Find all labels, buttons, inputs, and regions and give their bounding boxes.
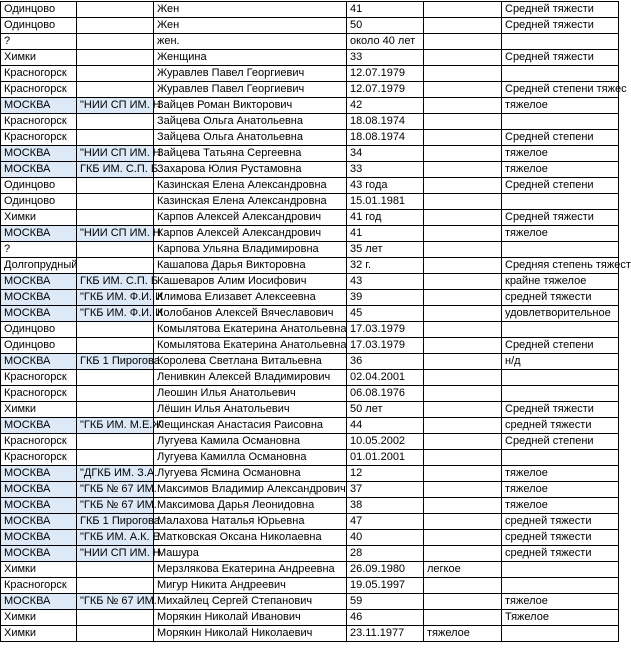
name-cell[interactable]: Лугуева Камила Османовна xyxy=(154,434,347,450)
condition-cell[interactable] xyxy=(424,370,502,386)
city-cell[interactable]: Химки xyxy=(1,210,77,226)
hospital-cell[interactable] xyxy=(77,18,154,34)
age-or-dob-cell[interactable]: 41 xyxy=(347,2,424,18)
name-cell[interactable]: Захарова Юлия Рустамовна xyxy=(154,162,347,178)
hospital-cell[interactable] xyxy=(77,450,154,466)
city-cell[interactable]: МОСКВА xyxy=(1,546,77,562)
name-cell[interactable]: Комылятова Екатерина Анатольевна xyxy=(154,322,347,338)
city-cell[interactable]: Одинцово xyxy=(1,338,77,354)
condition-cell[interactable] xyxy=(424,2,502,18)
age-or-dob-cell[interactable]: 39 xyxy=(347,290,424,306)
hospital-cell[interactable] xyxy=(77,370,154,386)
age-or-dob-cell[interactable]: 26.09.1980 xyxy=(347,562,424,578)
name-cell[interactable]: Кашапова Дарья Викторовна xyxy=(154,258,347,274)
table-row xyxy=(1,610,619,626)
age-or-dob-cell[interactable]: 43 xyxy=(347,274,424,290)
severity-cell[interactable]: Средней тяжести xyxy=(502,50,619,66)
hospital-cell[interactable] xyxy=(77,386,154,402)
age-or-dob-cell[interactable]: 15.01.1981 xyxy=(347,194,424,210)
hospital-cell[interactable]: "НИИ СП ИМ. Н xyxy=(77,146,154,162)
name-cell[interactable]: Журавлев Павел Георгиевич xyxy=(154,66,347,82)
hospital-cell[interactable] xyxy=(77,82,154,98)
severity-cell[interactable] xyxy=(502,194,619,210)
city-cell[interactable]: Химки xyxy=(1,562,77,578)
city-cell[interactable]: Красногорск xyxy=(1,370,77,386)
age-or-dob-cell[interactable]: 17.03.1979 xyxy=(347,338,424,354)
city-cell[interactable]: Одинцово xyxy=(1,194,77,210)
severity-cell[interactable]: средней тяжести xyxy=(502,530,619,546)
name-cell[interactable]: Кашеваров Алим Иосифович xyxy=(154,274,347,290)
condition-cell[interactable] xyxy=(424,386,502,402)
severity-cell[interactable] xyxy=(502,626,619,642)
table-row xyxy=(1,434,619,450)
age-or-dob-cell[interactable]: 33 xyxy=(347,50,424,66)
table-row xyxy=(1,2,619,18)
name-cell[interactable]: Зайцева Ольга Анатольевна xyxy=(154,114,347,130)
city-cell[interactable]: МОСКВА xyxy=(1,274,77,290)
table-row xyxy=(1,498,619,514)
severity-cell[interactable]: Средней степени xyxy=(502,130,619,146)
age-or-dob-cell[interactable]: 45 xyxy=(347,306,424,322)
condition-cell[interactable] xyxy=(424,402,502,418)
condition-cell[interactable] xyxy=(424,450,502,466)
condition-cell[interactable] xyxy=(424,82,502,98)
age-or-dob-cell[interactable]: 18.08.1974 xyxy=(347,130,424,146)
name-cell[interactable]: Зайцева Ольга Анатольевна xyxy=(154,130,347,146)
city-cell[interactable]: МОСКВА xyxy=(1,162,77,178)
name-cell[interactable]: Ленивкин Алексей Владимирович xyxy=(154,370,347,386)
severity-cell[interactable]: Средней тяжести xyxy=(502,210,619,226)
age-or-dob-cell[interactable]: 50 xyxy=(347,18,424,34)
severity-cell[interactable]: Средней степени тяжес xyxy=(502,82,619,98)
name-cell[interactable]: Морякин Николай Николаевич xyxy=(154,626,347,642)
severity-cell[interactable]: средней тяжести xyxy=(502,546,619,562)
condition-cell[interactable]: тяжелое xyxy=(424,626,502,642)
condition-cell[interactable] xyxy=(424,594,502,610)
name-cell[interactable]: Мигур Никита Андреевич xyxy=(154,578,347,594)
city-cell[interactable]: Химки xyxy=(1,50,77,66)
hospital-cell[interactable]: ГКБ ИМ. С.П. Б xyxy=(77,162,154,178)
table-row xyxy=(1,626,619,642)
severity-cell[interactable] xyxy=(502,242,619,258)
hospital-cell[interactable] xyxy=(77,562,154,578)
severity-cell[interactable]: тяжелое xyxy=(502,466,619,482)
name-cell[interactable]: Казинская Елена Александровна xyxy=(154,178,347,194)
severity-cell[interactable]: Средняя степень тяжест xyxy=(502,258,619,274)
age-or-dob-cell[interactable]: 32 г. xyxy=(347,258,424,274)
hospital-cell[interactable] xyxy=(77,610,154,626)
table-row xyxy=(1,34,619,50)
table-row xyxy=(1,242,619,258)
age-or-dob-cell[interactable]: 37 xyxy=(347,482,424,498)
severity-cell[interactable] xyxy=(502,66,619,82)
severity-cell[interactable] xyxy=(502,562,619,578)
condition-cell[interactable] xyxy=(424,66,502,82)
age-or-dob-cell[interactable]: 41 xyxy=(347,226,424,242)
condition-cell[interactable] xyxy=(424,578,502,594)
severity-cell[interactable] xyxy=(502,578,619,594)
severity-cell[interactable]: Средней тяжести xyxy=(502,18,619,34)
hospital-cell[interactable]: "ГКБ ИМ. А.К. Е xyxy=(77,530,154,546)
table-row xyxy=(1,418,619,434)
age-or-dob-cell[interactable]: 47 xyxy=(347,514,424,530)
name-cell[interactable]: Лещинская Анастасия Раисовна xyxy=(154,418,347,434)
condition-cell[interactable] xyxy=(424,50,502,66)
city-cell[interactable]: Красногорск xyxy=(1,578,77,594)
city-cell[interactable]: Красногорск xyxy=(1,386,77,402)
table-row xyxy=(1,386,619,402)
condition-cell[interactable] xyxy=(424,274,502,290)
hospital-cell[interactable] xyxy=(77,338,154,354)
condition-cell[interactable] xyxy=(424,162,502,178)
age-or-dob-cell[interactable]: 44 xyxy=(347,418,424,434)
city-cell[interactable]: ? xyxy=(1,242,77,258)
age-or-dob-cell[interactable]: 59 xyxy=(347,594,424,610)
hospital-cell[interactable]: "ДГКБ ИМ. З.А. xyxy=(77,466,154,482)
condition-cell[interactable] xyxy=(424,18,502,34)
name-cell[interactable]: Карпова Ульяна Владимировна xyxy=(154,242,347,258)
name-cell[interactable]: Колобанов Алексей Вячеславович xyxy=(154,306,347,322)
condition-cell[interactable] xyxy=(424,338,502,354)
city-cell[interactable]: Красногорск xyxy=(1,82,77,98)
table-row xyxy=(1,466,619,482)
city-cell[interactable]: Химки xyxy=(1,610,77,626)
city-cell[interactable]: МОСКВА xyxy=(1,226,77,242)
city-cell[interactable]: МОСКВА xyxy=(1,514,77,530)
age-or-dob-cell[interactable]: около 40 лет xyxy=(347,34,424,50)
hospital-cell[interactable] xyxy=(77,242,154,258)
table-row xyxy=(1,194,619,210)
condition-cell[interactable] xyxy=(424,226,502,242)
severity-cell[interactable]: тяжелое xyxy=(502,482,619,498)
condition-cell[interactable] xyxy=(424,354,502,370)
severity-cell[interactable] xyxy=(502,114,619,130)
severity-cell[interactable]: тяжелое xyxy=(502,146,619,162)
city-cell[interactable]: Химки xyxy=(1,402,77,418)
city-cell[interactable]: Химки xyxy=(1,626,77,642)
hospital-cell[interactable]: "НИИ СП ИМ. Н xyxy=(77,226,154,242)
age-or-dob-cell[interactable]: 12 xyxy=(347,466,424,482)
condition-cell[interactable] xyxy=(424,322,502,338)
name-cell[interactable]: Женщина xyxy=(154,50,347,66)
table-row xyxy=(1,50,619,66)
city-cell[interactable]: Красногорск xyxy=(1,130,77,146)
hospital-cell[interactable]: "ГКБ ИМ. Ф.И. И xyxy=(77,306,154,322)
name-cell[interactable]: Жен xyxy=(154,2,347,18)
name-cell[interactable]: Жен xyxy=(154,18,347,34)
condition-cell[interactable] xyxy=(424,530,502,546)
severity-cell[interactable] xyxy=(502,386,619,402)
severity-cell[interactable]: средней тяжести xyxy=(502,514,619,530)
severity-cell[interactable] xyxy=(502,322,619,338)
table-row xyxy=(1,338,619,354)
age-or-dob-cell[interactable]: 40 xyxy=(347,530,424,546)
city-cell[interactable]: МОСКВА xyxy=(1,306,77,322)
name-cell[interactable]: Карпов Алексей Александрович xyxy=(154,210,347,226)
city-cell[interactable]: Долгопрудный xyxy=(1,258,77,274)
age-or-dob-cell[interactable]: 42 xyxy=(347,98,424,114)
table-row xyxy=(1,274,619,290)
name-cell[interactable]: Мерзлякова Екатерина Андреевна xyxy=(154,562,347,578)
hospital-cell[interactable]: ГКБ 1 Пирогова xyxy=(77,514,154,530)
city-cell[interactable]: МОСКВА xyxy=(1,98,77,114)
age-or-dob-cell[interactable]: 10.05.2002 xyxy=(347,434,424,450)
table-row xyxy=(1,18,619,34)
table-row xyxy=(1,306,619,322)
name-cell[interactable]: Комылятова Екатерина Анатольевна xyxy=(154,338,347,354)
city-cell[interactable]: Красногорск xyxy=(1,114,77,130)
hospital-cell[interactable] xyxy=(77,114,154,130)
hospital-cell[interactable]: ГКБ 1 Пирогова xyxy=(77,354,154,370)
severity-cell[interactable]: удовлетворительное xyxy=(502,306,619,322)
hospital-cell[interactable] xyxy=(77,194,154,210)
city-cell[interactable]: Одинцово xyxy=(1,178,77,194)
condition-cell[interactable] xyxy=(424,514,502,530)
severity-cell[interactable]: Средней тяжести xyxy=(502,2,619,18)
table-row xyxy=(1,562,619,578)
table-row xyxy=(1,98,619,114)
city-cell[interactable]: МОСКВА xyxy=(1,530,77,546)
table-row xyxy=(1,402,619,418)
city-cell[interactable]: МОСКВА xyxy=(1,418,77,434)
hospital-cell[interactable]: "ГКБ № 67 ИМ. xyxy=(77,594,154,610)
hospital-cell[interactable] xyxy=(77,578,154,594)
hospital-cell[interactable] xyxy=(77,2,154,18)
city-cell[interactable]: МОСКВА xyxy=(1,498,77,514)
condition-cell[interactable] xyxy=(424,178,502,194)
city-cell[interactable]: Одинцово xyxy=(1,2,77,18)
city-cell[interactable]: МОСКВА xyxy=(1,482,77,498)
condition-cell[interactable] xyxy=(424,290,502,306)
city-cell[interactable]: МОСКВА xyxy=(1,146,77,162)
table-row xyxy=(1,210,619,226)
hospital-cell[interactable] xyxy=(77,626,154,642)
table-row xyxy=(1,530,619,546)
table-row xyxy=(1,546,619,562)
severity-cell[interactable]: Средней степени xyxy=(502,434,619,450)
age-or-dob-cell[interactable]: 12.07.1979 xyxy=(347,82,424,98)
condition-cell[interactable] xyxy=(424,434,502,450)
severity-cell[interactable]: тяжелое xyxy=(502,162,619,178)
table-row xyxy=(1,370,619,386)
severity-cell[interactable]: средней тяжести xyxy=(502,290,619,306)
hospital-cell[interactable]: "ГКБ ИМ. М.Е.Ж xyxy=(77,418,154,434)
condition-cell[interactable] xyxy=(424,98,502,114)
age-or-dob-cell[interactable]: 43 года xyxy=(347,178,424,194)
table-row xyxy=(1,162,619,178)
age-or-dob-cell[interactable]: 34 xyxy=(347,146,424,162)
severity-cell[interactable]: тяжелое xyxy=(502,498,619,514)
age-or-dob-cell[interactable]: 18.08.1974 xyxy=(347,114,424,130)
age-or-dob-cell[interactable]: 23.11.1977 xyxy=(347,626,424,642)
table-body xyxy=(1,2,631,642)
age-or-dob-cell[interactable]: 28 xyxy=(347,546,424,562)
severity-cell[interactable]: Средней степени xyxy=(502,338,619,354)
hospital-cell[interactable] xyxy=(77,258,154,274)
condition-cell[interactable] xyxy=(424,194,502,210)
age-or-dob-cell[interactable]: 38 xyxy=(347,498,424,514)
age-or-dob-cell[interactable]: 46 xyxy=(347,610,424,626)
table-row xyxy=(1,322,619,338)
name-cell[interactable]: Максимова Дарья Леонидовна xyxy=(154,498,347,514)
table-row xyxy=(1,482,619,498)
name-cell[interactable]: Максимов Владимир Александрович xyxy=(154,482,347,498)
severity-cell[interactable]: тяжелое xyxy=(502,226,619,242)
name-cell[interactable]: Лёшин Илья Анатольевич xyxy=(154,402,347,418)
name-cell[interactable]: Лугуева Ясмина Османовна xyxy=(154,466,347,482)
name-cell[interactable]: Машура xyxy=(154,546,347,562)
age-or-dob-cell[interactable]: 02.04.2001 xyxy=(347,370,424,386)
condition-cell[interactable] xyxy=(424,114,502,130)
condition-cell[interactable] xyxy=(424,418,502,434)
condition-cell[interactable] xyxy=(424,610,502,626)
severity-cell[interactable]: Тяжелое xyxy=(502,610,619,626)
severity-cell[interactable]: Средней степени xyxy=(502,178,619,194)
name-cell[interactable]: Карпов Алексей Александрович xyxy=(154,226,347,242)
hospital-cell[interactable]: "ГКБ № 67 ИМ. xyxy=(77,482,154,498)
city-cell[interactable]: ? xyxy=(1,34,77,50)
table-row xyxy=(1,258,619,274)
table-row xyxy=(1,514,619,530)
age-or-dob-cell[interactable]: 06.08.1976 xyxy=(347,386,424,402)
condition-cell[interactable] xyxy=(424,130,502,146)
hospital-cell[interactable]: "НИИ СП ИМ. Н xyxy=(77,98,154,114)
hospital-cell[interactable] xyxy=(77,130,154,146)
age-or-dob-cell[interactable]: 35 лет xyxy=(347,242,424,258)
severity-cell[interactable]: тяжелое xyxy=(502,594,619,610)
condition-cell[interactable] xyxy=(424,242,502,258)
city-cell[interactable]: Красногорск xyxy=(1,450,77,466)
condition-cell[interactable] xyxy=(424,498,502,514)
severity-cell[interactable]: средней тяжести xyxy=(502,418,619,434)
condition-cell[interactable] xyxy=(424,306,502,322)
hospital-cell[interactable]: ГКБ ИМ. С.П. Б xyxy=(77,274,154,290)
severity-cell[interactable]: н/д xyxy=(502,354,619,370)
hospital-cell[interactable] xyxy=(77,66,154,82)
table-row xyxy=(1,594,619,610)
table-row xyxy=(1,226,619,242)
hospital-cell[interactable] xyxy=(77,322,154,338)
table-row xyxy=(1,66,619,82)
hospital-cell[interactable]: "НИИ СП ИМ. Н xyxy=(77,546,154,562)
name-cell[interactable]: Михайлец Сергей Степанович xyxy=(154,594,347,610)
severity-cell[interactable]: Средней тяжести xyxy=(502,402,619,418)
city-cell[interactable]: Одинцово xyxy=(1,18,77,34)
condition-cell[interactable] xyxy=(424,258,502,274)
city-cell[interactable]: МОСКВА xyxy=(1,290,77,306)
condition-cell[interactable] xyxy=(424,210,502,226)
table-row xyxy=(1,290,619,306)
hospital-cell[interactable]: "ГКБ ИМ. Ф.И. И xyxy=(77,290,154,306)
severity-cell[interactable]: тяжелое xyxy=(502,98,619,114)
name-cell[interactable]: Королева Светлана Витальевна xyxy=(154,354,347,370)
age-or-dob-cell[interactable]: 12.07.1979 xyxy=(347,66,424,82)
city-cell[interactable]: МОСКВА xyxy=(1,354,77,370)
hospital-cell[interactable]: "ГКБ № 67 ИМ. xyxy=(77,498,154,514)
condition-cell[interactable] xyxy=(424,34,502,50)
city-cell[interactable]: Одинцово xyxy=(1,322,77,338)
condition-cell[interactable] xyxy=(424,482,502,498)
age-or-dob-cell[interactable]: 33 xyxy=(347,162,424,178)
hospital-cell[interactable] xyxy=(77,178,154,194)
table-row xyxy=(1,82,619,98)
patients-table xyxy=(0,1,631,642)
age-or-dob-cell[interactable]: 19.05.1997 xyxy=(347,578,424,594)
table-row xyxy=(1,114,619,130)
age-or-dob-cell[interactable]: 41 год xyxy=(347,210,424,226)
age-or-dob-cell[interactable]: 36 xyxy=(347,354,424,370)
name-cell[interactable]: Зайцев Роман Викторович xyxy=(154,98,347,114)
table-row xyxy=(1,578,619,594)
name-cell[interactable]: Леошин Илья Анатольевич xyxy=(154,386,347,402)
name-cell[interactable]: Зайцева Татьяна Сергеевна xyxy=(154,146,347,162)
severity-cell[interactable] xyxy=(502,34,619,50)
table-row xyxy=(1,146,619,162)
condition-cell[interactable] xyxy=(424,546,502,562)
table-row xyxy=(1,130,619,146)
table-row xyxy=(1,178,619,194)
hospital-cell[interactable] xyxy=(77,210,154,226)
city-cell[interactable]: МОСКВА xyxy=(1,466,77,482)
name-cell[interactable]: Климова Елизавет Алексеевна xyxy=(154,290,347,306)
hospital-cell[interactable] xyxy=(77,34,154,50)
name-cell[interactable]: Журавлев Павел Георгиевич xyxy=(154,82,347,98)
condition-cell[interactable] xyxy=(424,146,502,162)
city-cell[interactable]: МОСКВА xyxy=(1,594,77,610)
city-cell[interactable]: Красногорск xyxy=(1,434,77,450)
table-row xyxy=(1,354,619,370)
severity-cell[interactable] xyxy=(502,450,619,466)
name-cell[interactable]: Казинская Елена Александровна xyxy=(154,194,347,210)
name-cell[interactable]: Малахова Наталья Юрьевна xyxy=(154,514,347,530)
table-row xyxy=(1,450,619,466)
city-cell[interactable]: Красногорск xyxy=(1,66,77,82)
name-cell[interactable]: Морякин Николай Иванович xyxy=(154,610,347,626)
age-or-dob-cell[interactable]: 01.01.2001 xyxy=(347,450,424,466)
hospital-cell[interactable] xyxy=(77,434,154,450)
severity-cell[interactable]: крайне тяжелое xyxy=(502,274,619,290)
severity-cell[interactable] xyxy=(502,370,619,386)
age-or-dob-cell[interactable]: 50 лет xyxy=(347,402,424,418)
hospital-cell[interactable] xyxy=(77,50,154,66)
name-cell[interactable]: жен. xyxy=(154,34,347,50)
name-cell[interactable]: Матковская Оксана Николаевна xyxy=(154,530,347,546)
hospital-cell[interactable] xyxy=(77,402,154,418)
age-or-dob-cell[interactable]: 17.03.1979 xyxy=(347,322,424,338)
condition-cell[interactable]: легкое xyxy=(424,562,502,578)
name-cell[interactable]: Лугуева Камилла Османовна xyxy=(154,450,347,466)
condition-cell[interactable] xyxy=(424,466,502,482)
